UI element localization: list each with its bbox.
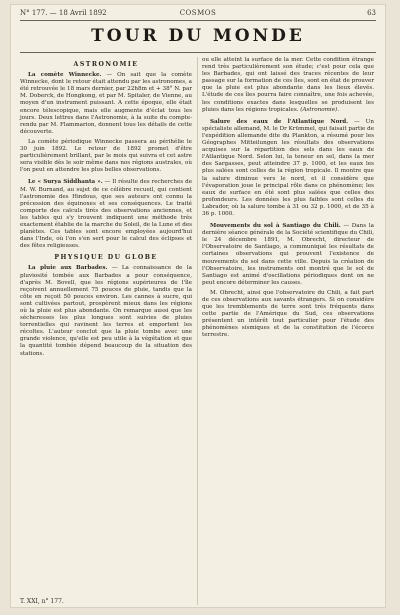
page-footer: T. XXI, n° 177. <box>20 598 64 605</box>
article-title: La pluie aux Barbades. <box>28 265 108 272</box>
article-title: Mouvements du sol à Santiago du Chili. <box>210 223 341 230</box>
issue-label: N° 177. — 18 Avril 1892 <box>20 9 107 17</box>
article-paragraph <box>20 265 192 357</box>
section-heading-astronomie: ASTRONOMIE <box>73 61 139 68</box>
left-column <box>20 57 192 361</box>
article-text: — La connaissance de la pluviosité tombée aux Barbades a pour conséquence, d'après M. Bovell, que les régions supérieures de l'île reçoivent annuellement 75 pouces de pluie, tandis que la côte en reçoit 50 pouces environ. Les cannes à sucre, qui sont cultivées partout, prospèrent mieux dans les régions où la pluie est plus abondante. On remarque aussi que les sécheresses les plus longues sont suivies de pluies torrentielles qui ravinent les terres et emportent les récoltes. L'auteur conclut que la pluie tombe avec une grande violence, qu'elle est peu utile à la végétation et que la quantité tombée dépend beaucoup de la situation des stations. <box>20 265 192 357</box>
article-text: ou elle atteint la surface de la mer. Cette condition étrange rend très particulièrement son étude; c'est pour cela que les Barbades, qui ont laissé des traces récentes de leur passage sur la formation de ces îles, sont en état de prouver que la pluie est plus abondante dans les lieux élevés. L'étude de ces îles pourra faire connaître, une fois achevée, les conditions exactes dans lesquelles se produisent les pluies dans les régions tropicales. <box>202 57 374 113</box>
article-paragraph <box>202 290 374 340</box>
running-header <box>20 7 376 19</box>
article-text: — Il résulte des recherches de M. W. Burnand, au sujet de ce célèbre recueil, qui contient l'astronomie des Hindous, que ses auteurs ont connu la précession des équinoxes et ses conséquences. Le traité comporte des calculs tirés des observations anciennes, et les tables qui s'y trouvent indiquent une méthode très exactement établie de la marche du Soleil, de la Lune et des planètes. Ces tables sont encore employées aujourd'hui dans l'Inde, où l'on s'en sert pour le calcul des éclipses et des fêtes religieuses. <box>20 179 193 250</box>
article-source: (Astronomie). <box>300 106 339 113</box>
article-text: La comète périodique Winnecke passera au périhélie le 30 juin 1892. Le retour de 1892 promet d'être particulièrement brillant, par le mois qui suivra et cet astre sera visible dès le soir même dans nos régions australes, où l'on peut en attendre les plus belles observations. <box>20 138 192 174</box>
article-text: — On sait que la comète Winnecke, dont le retour était attendu par les astronomes, a été retrouvée le 18 mars dernier, par 22h8m et + 38° N. par M. Doberck, de Hongkong, et par M. Spitaler, de Vienne, au moyen d'un instrument puissant. A cette époque, elle était encore télescopique, mais elle augmente d'éclat tous les jours. Deux lettres dans l'Astronomie, à la suite du compte-rendu par M. Flammarion, donnent tous les détails de cette découverte. <box>20 72 192 135</box>
journal-name: COSMOS <box>179 9 217 17</box>
article-paragraph <box>202 223 374 287</box>
article-text: — Un spécialiste allemand, M. le Dr Krümmel, qui faisait partie de l'expédition allemande dite du Plankton, a résumé pour les Géographes Mitteilungen les résultats des observations acquises sur la répartition des sels dans les eaux de l'Atlantique Nord. Selon lui, la teneur en sel, dans la mer des Sargasses, peut atteindre 37 p. 1000, et les eaux les plus salées sont celles de la région tropicale. Il montre que la salure diminue vers le nord, et il considère que l'évaporation joue le principal rôle dans ce phénomène; les eaux de surface en été sont plus salées que celles des profondeurs. Les données les plus faibles sont celles du Labrador, où la salure tombe à 31 ou 32 p. 1000, et de 35 à 36 p. 1000. <box>202 118 374 217</box>
header-rule <box>20 20 376 21</box>
article-text: — Dans la dernière séance générale de la Société scientifique du Chili, le 24 décembre 1891, M. Obrecht, directeur de l'Observatoire de Santiago, a communiqué les résultats de certaines observations qui prouvent l'existence de mouvements du sol dans cette ville. Depuis la création de l'Observatoire, les instruments ont montré que le sol de Santiago est animé d'oscillations périodiques dont on ne peut encore déterminer les causes. <box>202 223 374 286</box>
section-heading-physique: PHYSIQUE DU GLOBE <box>54 254 158 262</box>
article-title: Le « Surya Siddhanta ». <box>28 179 103 186</box>
article-paragraph <box>20 72 192 136</box>
article-text: M. Obrecht, ainsi que l'observatoire du Chili, a fait part de ces observations aux savants étrangers. Si on considère que les tremblements de terre sont très fréquents dans cette partie de l'Amérique du Sud, ces observations présentent un intérêt tout particulier pour l'étude des phénomènes sismiques et de la constitution de l'écorce terrestre. <box>202 289 374 339</box>
page <box>10 4 386 608</box>
article-paragraph <box>20 179 192 250</box>
page-title: TOUR DU MONDE <box>91 26 305 46</box>
article-title: La comète Winnecke. <box>28 72 102 79</box>
page-number: 63 <box>367 9 376 17</box>
article-paragraph <box>20 139 192 174</box>
column-divider <box>197 57 198 605</box>
article-paragraph <box>202 119 374 218</box>
article-paragraph <box>202 57 374 114</box>
article-title: Salure des eaux de l'Atlantique Nord. <box>210 118 349 125</box>
title-rule <box>20 52 376 53</box>
right-column <box>202 57 374 343</box>
